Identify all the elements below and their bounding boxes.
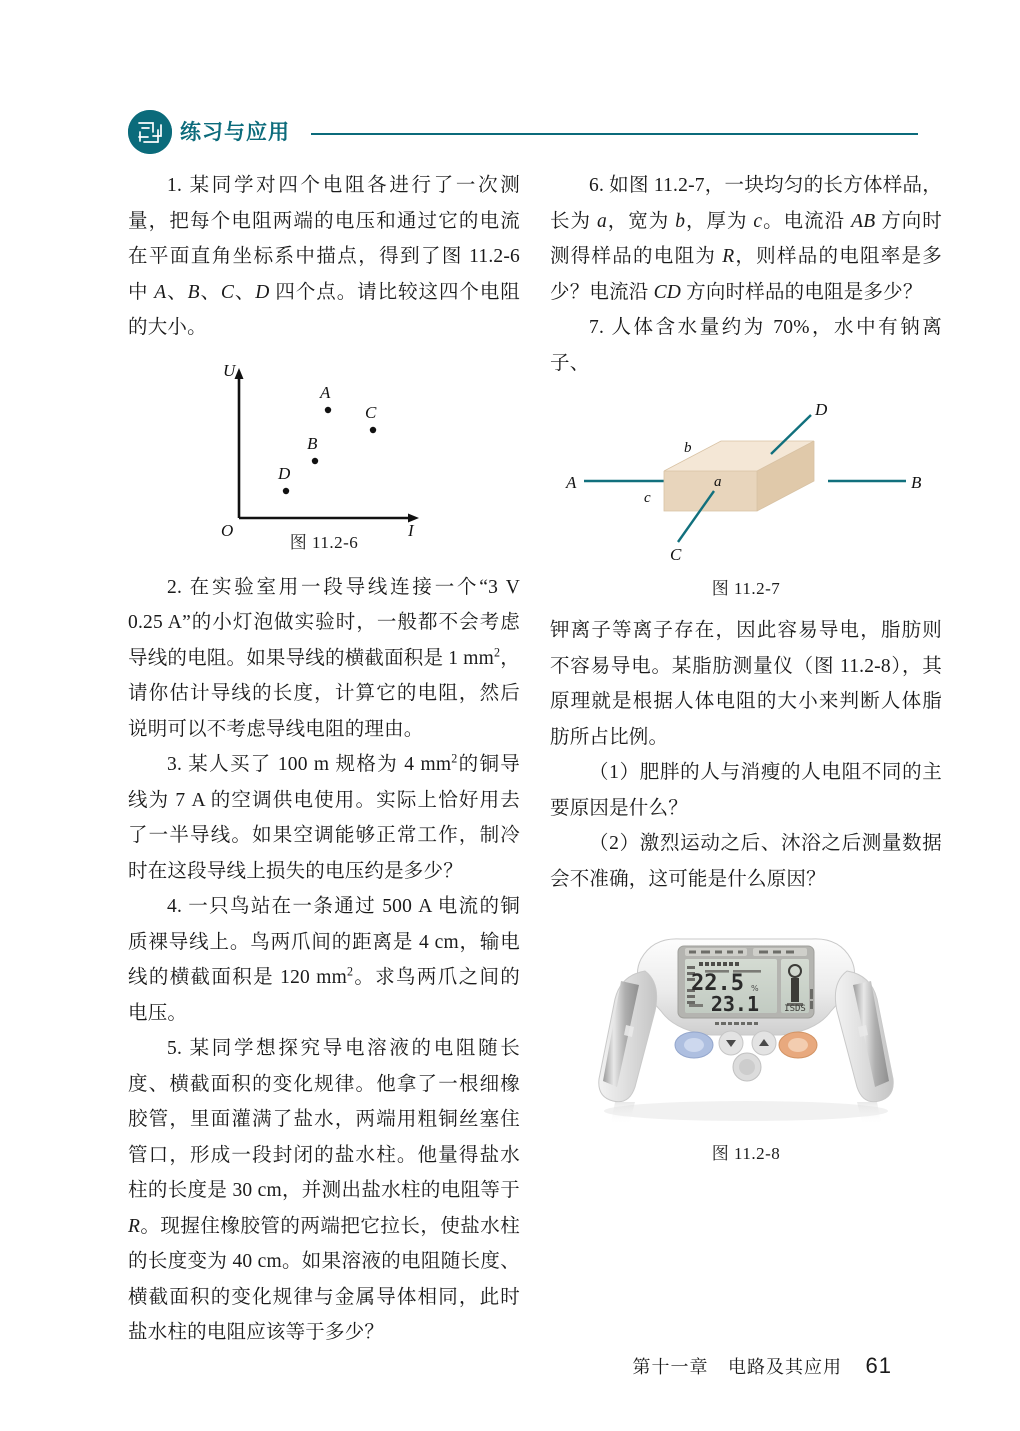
figure-11-2-6-caption: 图 11.2-6 bbox=[289, 532, 359, 552]
question-4: 4. 一只鸟站在一条通过 500 A 电流的铜质裸导线上。鸟两爪间的距离是 4 cm，输电线的横截面积是 120 $mm^2$。求鸟两爪之间的电压。 bbox=[128, 896, 520, 1024]
figure-11-2-6 bbox=[128, 360, 520, 556]
question-7-intro: 7. 人体含水量约为 70%，水中有钠离子、 bbox=[550, 317, 942, 374]
ui-scatter-graph bbox=[199, 360, 449, 540]
question-7-part-2: （2）激烈运动之后、沐浴之后测量数据会不准确，这可能是什么原因？ bbox=[550, 833, 942, 890]
question-1: 1. 某同学对四个电阻各进行了一次测量，把每个电阻两端的电压和通过它的电流在平面直角坐标系中描点，得到了图 11.2-6 中 A、B、C、D 四个点。请比较这四个电阻的大小。 bbox=[128, 175, 520, 338]
display-primary-unit: % bbox=[751, 984, 759, 993]
svg-text:a: a bbox=[714, 474, 722, 490]
figure-11-2-8-caption: 图 11.2-8 bbox=[711, 1144, 781, 1163]
question-5: 5. 某同学想探究导电溶液的电阻随长度、横截面积的变化规律。他拿了一根细橡胶管，里面灌满了盐水，两端用粗铜丝塞住管口，形成一段封闭的盐水柱。他量得盐水柱的长度是 30 cm，并测出盐水柱的电阻等于 R。现握住橡胶管的两端把它拉长，使盐水柱的长度变为 40 cm。如果溶液的电阻随长度、横截面积的变化规律与金属导体相同，此时盐水柱的电阻应该等于多少？ bbox=[128, 1038, 520, 1343]
figure-11-2-7-caption: 图 11.2-7 bbox=[711, 579, 781, 598]
svg-text:D: D bbox=[278, 463, 291, 483]
question-2: 2. 在实验室用一段导线连接一个“3 V 0.25 A”的小灯泡做实验时，一般都不会考虑导线的电阻。如果导线的横截面积是 1 $mm^2$，请你估计导线的长度，计算它的电阻，然后说明可以不考虑导线电阻的理由。 bbox=[128, 576, 520, 740]
section-title: 练习与应用 bbox=[180, 121, 290, 144]
section-header bbox=[128, 108, 918, 156]
figure-11-2-7 bbox=[550, 399, 942, 598]
circuit-badge-icon bbox=[128, 110, 172, 154]
figure-11-2-8 bbox=[550, 919, 942, 1171]
page-footer bbox=[633, 1353, 892, 1379]
body-fat-analyser-photo bbox=[581, 919, 911, 1139]
right-column bbox=[550, 168, 942, 1171]
svg-text:C: C bbox=[365, 402, 377, 422]
header-divider bbox=[311, 133, 918, 135]
svg-text:c: c bbox=[644, 490, 651, 506]
svg-text:D: D bbox=[815, 400, 828, 419]
footer-title: 电路及其应用 bbox=[728, 1357, 843, 1377]
display-small-readout: ISDS bbox=[784, 1004, 806, 1014]
svg-text:A: A bbox=[566, 473, 577, 492]
svg-text:b: b bbox=[684, 440, 692, 456]
question-7-continued: 钾离子等离子存在，因此容易导电，脂肪则不容易导电。某脂肪测量仪（图 11.2-8），其原理就是根据人体电阻的大小来判断人体脂肪所占比例。 bbox=[550, 620, 942, 748]
left-column bbox=[128, 168, 520, 1351]
svg-text:B: B bbox=[911, 473, 922, 492]
svg-text:A: A bbox=[320, 382, 331, 402]
display-secondary-value: 23.1 bbox=[710, 992, 759, 1016]
question-6: 6. 如图 11.2-7，一块均匀的长方体样品，长为 a，宽为 b，厚为 c。电流沿 AB 方向时测得样品的电阻为 R，则样品的电阻率是多少？电流沿 CD 方向时样品的电阻是多少？ bbox=[550, 175, 942, 303]
svg-text:O: O bbox=[221, 520, 234, 540]
rectangular-block-diagram bbox=[566, 399, 926, 574]
question-7-part-1: （1）肥胖的人与消瘦的人电阻不同的主要原因是什么？ bbox=[550, 762, 942, 819]
page-number: 61 bbox=[865, 1353, 892, 1378]
question-3: 3. 某人买了 100 m 规格为 4 $mm^2$的铜导线为 7 A 的空调供电使用。实际上恰好用去了一半导线。如果空调能够正常工作，制冷时在这段导线上损失的电压约是多少？ bbox=[128, 751, 520, 882]
svg-text:C: C bbox=[670, 545, 682, 564]
svg-text:U: U bbox=[223, 360, 236, 380]
svg-text:I: I bbox=[408, 520, 414, 540]
svg-text:B: B bbox=[307, 433, 318, 453]
display-primary-value: 22.5 bbox=[691, 971, 744, 996]
footer-chapter: 第十一章 bbox=[632, 1357, 709, 1377]
